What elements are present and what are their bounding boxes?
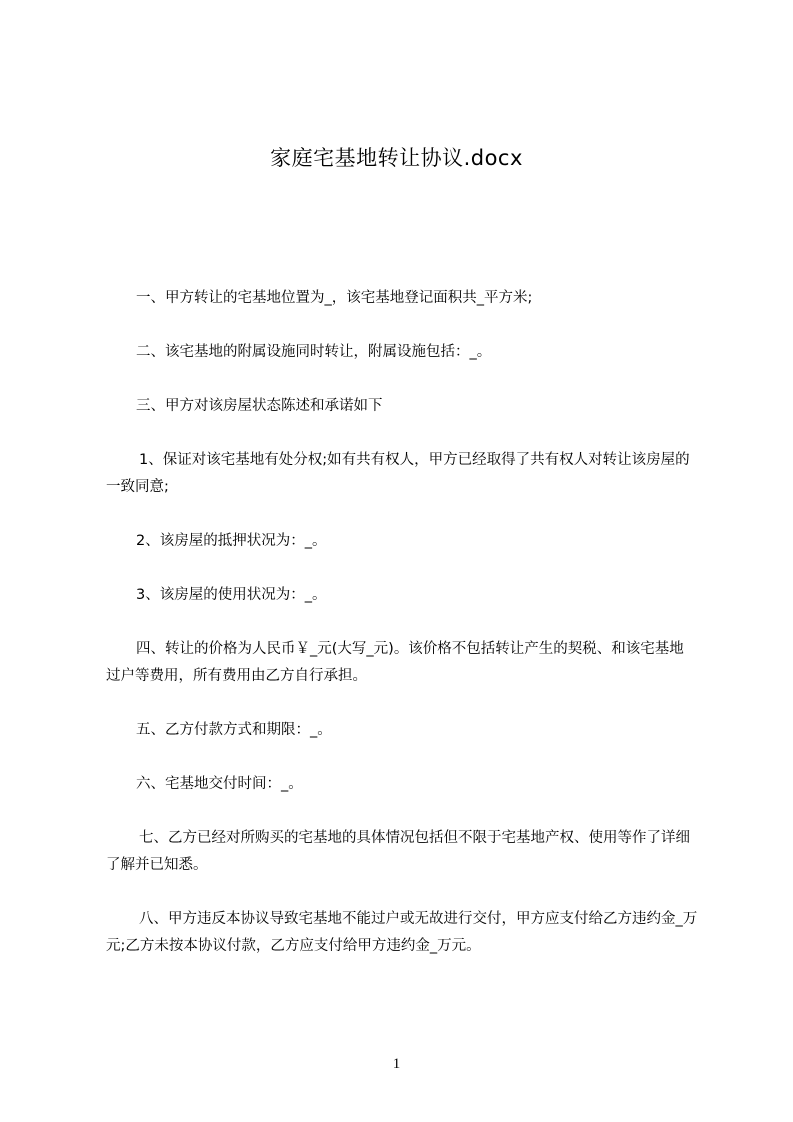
clause-2: 二、该宅基地的附属设施同时转让，附属设施包括：_。 bbox=[136, 344, 492, 360]
document-body bbox=[106, 285, 698, 987]
sub-clause-2: 2、该房屋的抵押状况为：_。 bbox=[136, 533, 327, 549]
page-number: 1 bbox=[392, 1056, 401, 1072]
document-title: 家庭宅基地转让协议.docx bbox=[270, 146, 523, 170]
clause-4: 四、转让的价格为人民币￥_元(大写_元)。该价格不包括转让产生的契税、和该宅基地过户等费用，所有费用由乙方自行承担。 bbox=[106, 641, 684, 684]
clause-7: 七、乙方已经对所购买的宅基地的具体情况包括但不限于宅基地产权、使用等作了详细了解并已知悉。 bbox=[106, 830, 690, 873]
clause-6: 六、宅基地交付时间：_。 bbox=[136, 776, 303, 792]
sub-clause-3: 3、该房屋的使用状况为：_。 bbox=[136, 587, 327, 603]
clause-8: 八、甲方违反本协议导致宅基地不能过户或无故进行交付，甲方应支付给乙方违约金_万元;乙方未按本协议付款，乙方应支付给甲方违约金_万元。 bbox=[106, 911, 698, 954]
clause-1: 一、甲方转让的宅基地位置为_，该宅基地登记面积共_平方米; bbox=[136, 290, 533, 306]
clause-3: 三、甲方对该房屋状态陈述和承诺如下 bbox=[136, 398, 383, 414]
clause-5: 五、乙方付款方式和期限：_。 bbox=[136, 722, 332, 738]
sub-clause-1: 1、保证对该宅基地有处分权;如有共有权人，甲方已经取得了共有权人对转让该房屋的一致同意; bbox=[106, 452, 690, 495]
